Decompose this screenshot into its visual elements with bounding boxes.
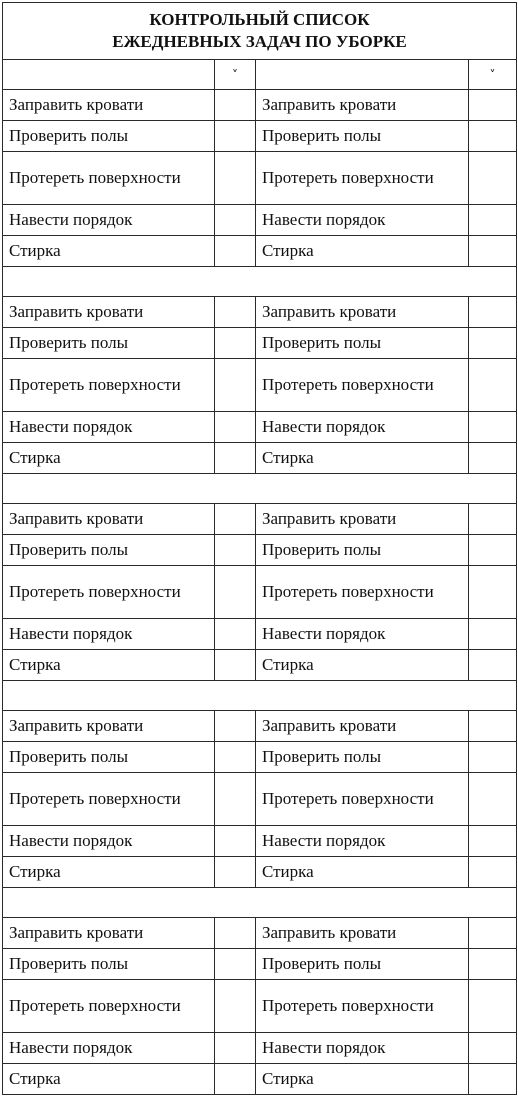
checkbox-cell-right[interactable] xyxy=(469,566,517,619)
checkbox-cell-right[interactable] xyxy=(469,412,517,443)
section-divider-row xyxy=(3,267,517,297)
task-label: Протереть поверхности xyxy=(262,582,434,601)
task-row xyxy=(3,152,517,205)
title-line-1: КОНТРОЛЬНЫЙ СПИСОК xyxy=(149,10,370,29)
task-row xyxy=(3,504,517,535)
page-title xyxy=(3,3,517,60)
task-label: Проверить полы xyxy=(262,954,382,973)
task-label: Стирка xyxy=(262,448,314,467)
checkbox-cell-right[interactable] xyxy=(469,504,517,535)
task-cell-left xyxy=(3,742,215,773)
checkbox-cell-left[interactable] xyxy=(215,328,256,359)
task-row xyxy=(3,619,517,650)
task-cell-left xyxy=(3,1064,215,1095)
task-cell-right xyxy=(256,328,469,359)
section-divider-row xyxy=(3,474,517,504)
task-row xyxy=(3,412,517,443)
task-cell-left xyxy=(3,826,215,857)
task-row xyxy=(3,443,517,474)
checklist-sheet xyxy=(2,2,516,1095)
task-cell-left xyxy=(3,918,215,949)
task-row xyxy=(3,205,517,236)
task-label: Заправить кровати xyxy=(262,95,397,114)
task-cell-right xyxy=(256,152,469,205)
task-label: Проверить полы xyxy=(9,540,129,559)
task-cell-left xyxy=(3,535,215,566)
checkmark-icon: ˅ xyxy=(489,67,496,82)
task-label: Навести порядок xyxy=(262,1038,386,1057)
task-cell-right xyxy=(256,359,469,412)
task-cell-right xyxy=(256,918,469,949)
task-label: Навести порядок xyxy=(9,210,133,229)
task-cell-left xyxy=(3,650,215,681)
task-cell-left xyxy=(3,980,215,1033)
task-label: Заправить кровати xyxy=(9,302,144,321)
checkbox-cell-right[interactable] xyxy=(469,236,517,267)
checkbox-cell-left[interactable] xyxy=(215,918,256,949)
task-cell-right xyxy=(256,297,469,328)
task-label: Заправить кровати xyxy=(9,509,144,528)
task-label: Протереть поверхности xyxy=(262,375,434,394)
task-cell-left xyxy=(3,359,215,412)
task-label: Протереть поверхности xyxy=(9,168,181,187)
checkbox-cell-left[interactable] xyxy=(215,152,256,205)
task-cell-left xyxy=(3,857,215,888)
task-row xyxy=(3,711,517,742)
checkbox-cell-right[interactable] xyxy=(469,359,517,412)
task-cell-right xyxy=(256,412,469,443)
checkbox-cell-right[interactable] xyxy=(469,90,517,121)
task-label: Проверить полы xyxy=(9,333,129,352)
task-cell-right xyxy=(256,1033,469,1064)
task-label: Протереть поверхности xyxy=(9,789,181,808)
header-check-cell-left xyxy=(215,60,256,90)
task-row xyxy=(3,90,517,121)
task-cell-right xyxy=(256,857,469,888)
checkbox-cell-right[interactable] xyxy=(469,857,517,888)
checkbox-cell-left[interactable] xyxy=(215,711,256,742)
checkmark-icon: ˅ xyxy=(232,67,238,82)
checkbox-cell-left[interactable] xyxy=(215,826,256,857)
checkbox-cell-right[interactable] xyxy=(469,918,517,949)
checkbox-cell-right[interactable] xyxy=(469,949,517,980)
task-label: Навести порядок xyxy=(9,417,133,436)
title-line-2: ЕЖЕДНЕВНЫХ ЗАДАЧ ПО УБОРКЕ xyxy=(112,32,407,51)
task-cell-left xyxy=(3,328,215,359)
task-cell-right xyxy=(256,90,469,121)
task-cell-right xyxy=(256,1064,469,1095)
checkbox-cell-right[interactable] xyxy=(469,297,517,328)
task-row xyxy=(3,1064,517,1095)
task-label: Навести порядок xyxy=(262,831,386,850)
task-cell-right xyxy=(256,443,469,474)
task-label: Протереть поверхности xyxy=(262,168,434,187)
section-divider-row xyxy=(3,888,517,918)
task-cell-left xyxy=(3,152,215,205)
task-cell-left xyxy=(3,773,215,826)
task-cell-left xyxy=(3,297,215,328)
task-row xyxy=(3,359,517,412)
checkbox-cell-left[interactable] xyxy=(215,742,256,773)
task-label: Стирка xyxy=(262,241,314,260)
task-cell-left xyxy=(3,949,215,980)
checkbox-cell-right[interactable] xyxy=(469,1033,517,1064)
checkbox-cell-left[interactable] xyxy=(215,1033,256,1064)
task-label: Проверить полы xyxy=(9,126,129,145)
title-row xyxy=(3,3,517,60)
task-cell-right xyxy=(256,742,469,773)
task-label: Протереть поверхности xyxy=(9,582,181,601)
task-row xyxy=(3,918,517,949)
task-cell-right xyxy=(256,535,469,566)
task-row xyxy=(3,826,517,857)
task-label: Заправить кровати xyxy=(262,716,397,735)
task-label: Навести порядок xyxy=(9,1038,133,1057)
task-label: Протереть поверхности xyxy=(262,996,434,1015)
section-divider-cell xyxy=(3,888,517,918)
task-label: Проверить полы xyxy=(262,126,382,145)
task-label: Проверить полы xyxy=(262,333,382,352)
task-cell-right xyxy=(256,205,469,236)
task-label: Заправить кровати xyxy=(262,302,397,321)
checkbox-cell-left[interactable] xyxy=(215,949,256,980)
task-label: Стирка xyxy=(9,241,61,260)
checkbox-cell-right[interactable] xyxy=(469,121,517,152)
section-divider-cell xyxy=(3,474,517,504)
task-row xyxy=(3,328,517,359)
checkbox-cell-left[interactable] xyxy=(215,412,256,443)
task-row xyxy=(3,742,517,773)
checkbox-cell-left[interactable] xyxy=(215,359,256,412)
task-label: Стирка xyxy=(262,1069,314,1088)
checkbox-cell-right[interactable] xyxy=(469,205,517,236)
task-label: Стирка xyxy=(262,862,314,881)
checkbox-cell-right[interactable] xyxy=(469,826,517,857)
task-cell-right xyxy=(256,619,469,650)
task-label: Протереть поверхности xyxy=(9,996,181,1015)
task-cell-left xyxy=(3,236,215,267)
task-label: Стирка xyxy=(262,655,314,674)
task-label: Проверить полы xyxy=(9,747,129,766)
checkbox-cell-left[interactable] xyxy=(215,535,256,566)
checkbox-cell-right[interactable] xyxy=(469,742,517,773)
header-check-cell-right xyxy=(469,60,517,90)
checkbox-cell-right[interactable] xyxy=(469,1064,517,1095)
task-row xyxy=(3,236,517,267)
checkbox-cell-right[interactable] xyxy=(469,152,517,205)
task-label: Стирка xyxy=(9,862,61,881)
checkbox-cell-right[interactable] xyxy=(469,980,517,1033)
task-cell-right xyxy=(256,236,469,267)
task-row xyxy=(3,1033,517,1064)
task-label: Проверить полы xyxy=(9,954,129,973)
checkbox-cell-right[interactable] xyxy=(469,328,517,359)
checkbox-cell-left[interactable] xyxy=(215,205,256,236)
checkbox-cell-right[interactable] xyxy=(469,773,517,826)
section-divider-cell xyxy=(3,681,517,711)
task-cell-left xyxy=(3,619,215,650)
task-cell-left xyxy=(3,566,215,619)
task-cell-left xyxy=(3,504,215,535)
task-cell-left xyxy=(3,90,215,121)
task-cell-right xyxy=(256,711,469,742)
checkbox-cell-left[interactable] xyxy=(215,650,256,681)
task-cell-right xyxy=(256,650,469,681)
task-cell-left xyxy=(3,121,215,152)
header-task-cell-right xyxy=(256,60,469,90)
checkbox-cell-left[interactable] xyxy=(215,773,256,826)
checkbox-cell-left[interactable] xyxy=(215,857,256,888)
checkbox-cell-left[interactable] xyxy=(215,619,256,650)
task-row xyxy=(3,535,517,566)
checkbox-cell-right[interactable] xyxy=(469,443,517,474)
header-row xyxy=(3,60,517,90)
checkbox-cell-left[interactable] xyxy=(215,236,256,267)
task-label: Навести порядок xyxy=(9,831,133,850)
task-label: Заправить кровати xyxy=(9,923,144,942)
task-label: Навести порядок xyxy=(9,624,133,643)
task-row xyxy=(3,650,517,681)
task-label: Проверить полы xyxy=(262,540,382,559)
task-label: Стирка xyxy=(9,448,61,467)
checkbox-cell-left[interactable] xyxy=(215,504,256,535)
task-label: Проверить полы xyxy=(262,747,382,766)
header-task-cell-left xyxy=(3,60,215,90)
task-label: Навести порядок xyxy=(262,417,386,436)
task-label: Стирка xyxy=(9,1069,61,1088)
task-cell-left xyxy=(3,443,215,474)
section-divider-cell xyxy=(3,267,517,297)
task-label: Стирка xyxy=(9,655,61,674)
task-cell-left xyxy=(3,711,215,742)
task-row xyxy=(3,980,517,1033)
task-cell-left xyxy=(3,412,215,443)
checkbox-cell-left[interactable] xyxy=(215,980,256,1033)
task-label: Навести порядок xyxy=(262,624,386,643)
checkbox-cell-left[interactable] xyxy=(215,90,256,121)
task-row xyxy=(3,773,517,826)
checklist-table xyxy=(2,2,517,1095)
task-label: Заправить кровати xyxy=(9,716,144,735)
checkbox-cell-right[interactable] xyxy=(469,619,517,650)
checkbox-cell-right[interactable] xyxy=(469,711,517,742)
task-row xyxy=(3,121,517,152)
checkbox-cell-left[interactable] xyxy=(215,1064,256,1095)
task-cell-right xyxy=(256,826,469,857)
task-label: Заправить кровати xyxy=(262,923,397,942)
task-row xyxy=(3,949,517,980)
task-label: Заправить кровати xyxy=(9,95,144,114)
task-cell-right xyxy=(256,773,469,826)
checkbox-cell-left[interactable] xyxy=(215,121,256,152)
task-label: Навести порядок xyxy=(262,210,386,229)
task-cell-right xyxy=(256,949,469,980)
task-cell-right xyxy=(256,504,469,535)
checkbox-cell-left[interactable] xyxy=(215,443,256,474)
task-label: Протереть поверхности xyxy=(262,789,434,808)
task-label: Протереть поверхности xyxy=(9,375,181,394)
task-row xyxy=(3,297,517,328)
task-row xyxy=(3,857,517,888)
task-cell-left xyxy=(3,205,215,236)
task-label: Заправить кровати xyxy=(262,509,397,528)
task-cell-right xyxy=(256,566,469,619)
task-cell-right xyxy=(256,980,469,1033)
checkbox-cell-left[interactable] xyxy=(215,297,256,328)
checkbox-cell-left[interactable] xyxy=(215,566,256,619)
task-cell-left xyxy=(3,1033,215,1064)
task-cell-right xyxy=(256,121,469,152)
task-row xyxy=(3,566,517,619)
section-divider-row xyxy=(3,681,517,711)
checkbox-cell-right[interactable] xyxy=(469,535,517,566)
checkbox-cell-right[interactable] xyxy=(469,650,517,681)
